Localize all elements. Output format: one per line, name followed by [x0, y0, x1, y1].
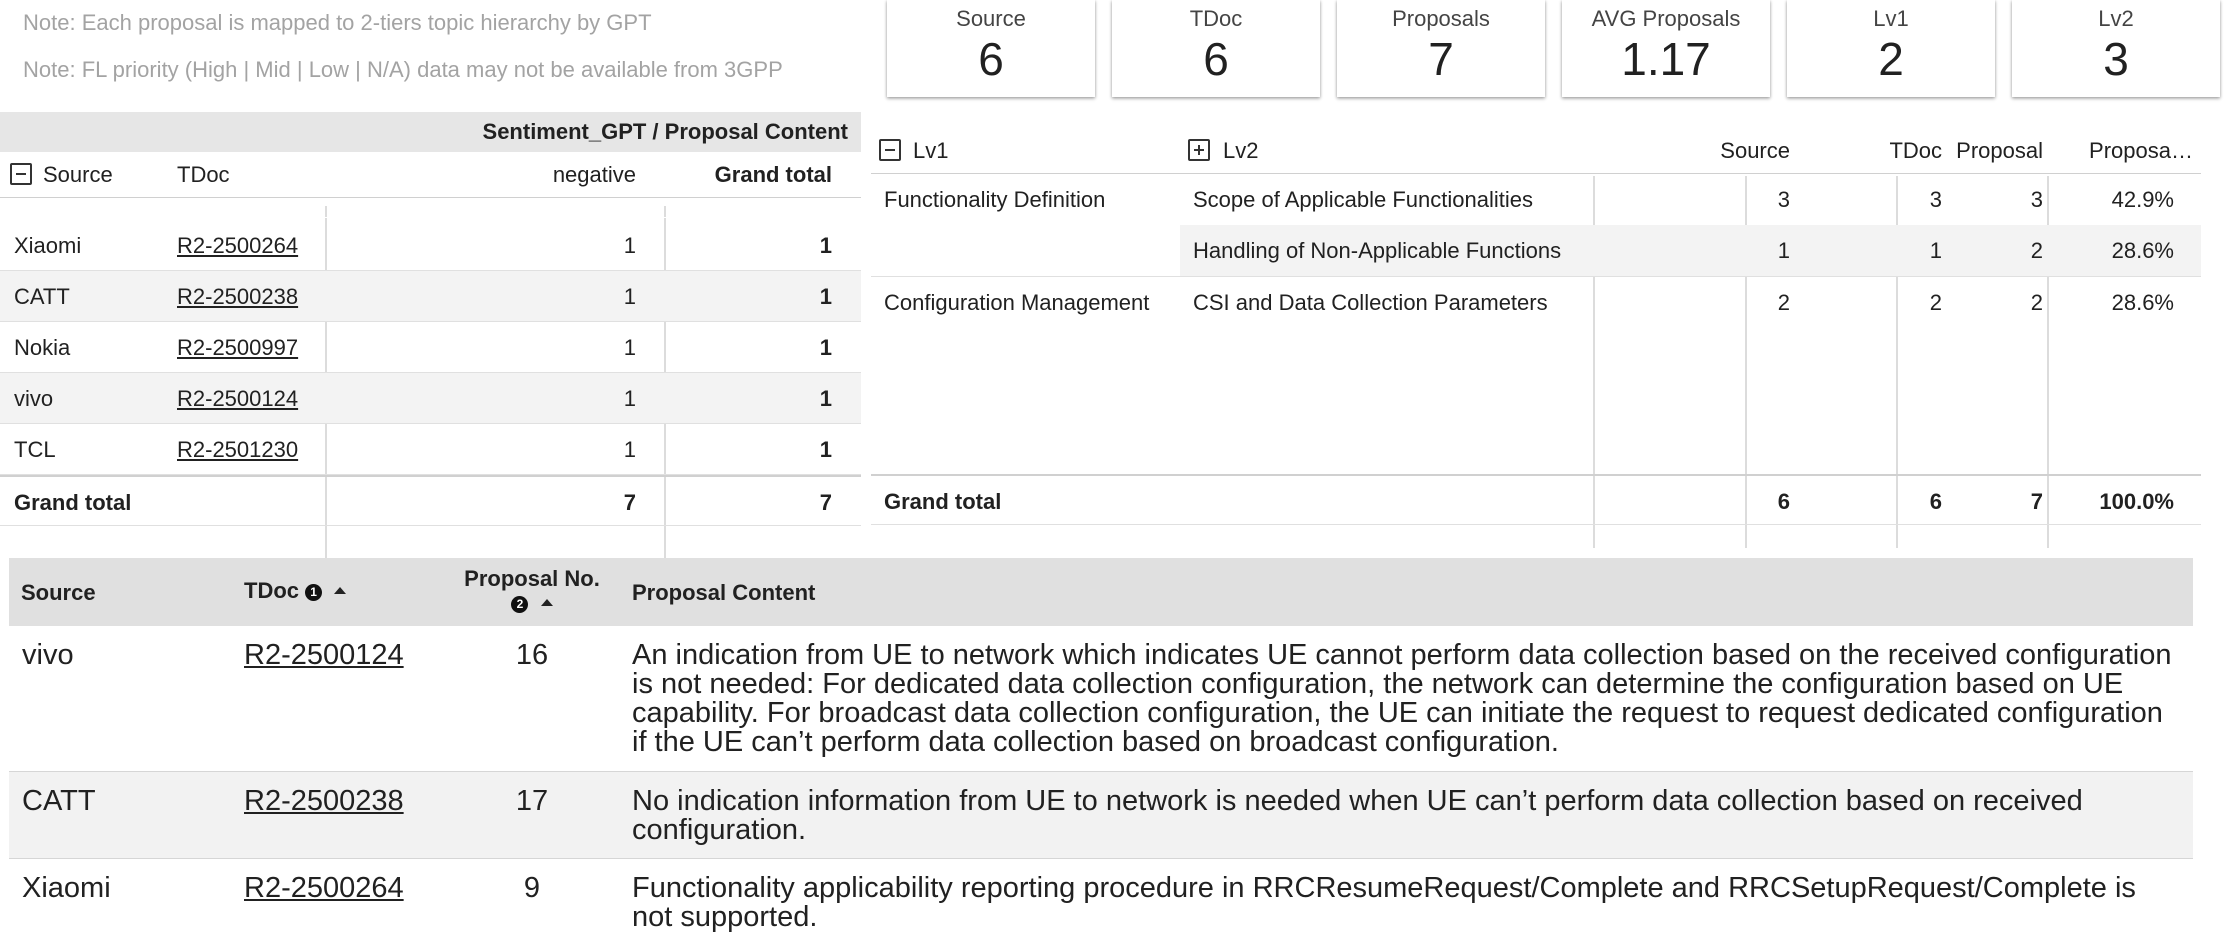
header-source[interactable]: Source — [21, 580, 96, 605]
header-proposal-no-label: Proposal No. — [464, 566, 600, 591]
sort-ascending-icon — [334, 587, 346, 594]
table-row — [0, 373, 861, 424]
table-row — [871, 174, 2201, 225]
table-row — [871, 276, 2201, 327]
row-proposal-no: 17 — [515, 785, 549, 817]
tdoc-link[interactable]: R2-2500238 — [244, 785, 404, 817]
grand-total-proposal: 7 — [2030, 489, 2043, 514]
pivot-header-proposal[interactable]: Proposal — [1956, 138, 2043, 163]
row-source: CATT — [22, 785, 96, 817]
scorecard-source — [887, 0, 1095, 97]
scorecard-avg-proposals — [1562, 0, 1770, 97]
row-proposal: 2 — [2030, 290, 2043, 315]
sentiment-pivot-table — [0, 112, 861, 515]
sort-order-badge: 1 — [305, 584, 322, 601]
pivot-header-source[interactable]: Source — [1720, 138, 1790, 163]
pivot-column-headers — [871, 128, 2201, 174]
pivot-header-source[interactable]: Source — [43, 162, 113, 187]
scorecard-lv2 — [2012, 0, 2220, 97]
scorecard-label: Lv2 — [2098, 6, 2134, 31]
pivot-group-header: Sentiment_GPT / Proposal Content — [0, 112, 861, 152]
scorecard-lv1 — [1787, 0, 1995, 97]
scorecard-tdoc — [1112, 0, 1320, 97]
pivot-header-lv1[interactable]: Lv1 — [913, 138, 949, 163]
table-row — [0, 424, 861, 475]
table-row — [1180, 225, 2201, 276]
row-negative: 1 — [623, 335, 636, 360]
grand-total-value: 7 — [819, 490, 832, 515]
pivot-column-headers — [0, 152, 861, 198]
row-lv1: Functionality Definition — [884, 187, 1106, 212]
tdoc-link[interactable]: R2-2500997 — [177, 335, 299, 360]
sort-ascending-icon — [541, 599, 553, 606]
row-proposal-content: An indication from UE to network which indicates UE cannot perform data collection based on the received configuration is not needed: For dedicated data collection configuration, the network can determine the configuration based on UE capability. For broadcast data collection configuration, the UE can initiate the request to request dedicated configuration if the UE can’t perform data collection based on broadcast configuration. — [632, 639, 2172, 758]
row-negative: 1 — [623, 284, 636, 309]
row-proposal: 2 — [2030, 238, 2043, 263]
row-proposal: 3 — [2030, 187, 2043, 212]
row-source: 3 — [1777, 187, 1790, 212]
grand-total-label: Grand total — [14, 490, 132, 515]
grand-total-negative: 7 — [623, 490, 636, 515]
row-tdoc: 2 — [1929, 290, 1942, 315]
row-share: 42.9% — [2111, 187, 2174, 212]
grand-total-row — [0, 475, 861, 526]
pivot-header-negative[interactable]: negative — [552, 162, 636, 187]
tdoc-link[interactable]: R2-2500238 — [177, 284, 299, 309]
row-source: vivo — [14, 386, 54, 411]
table-row — [0, 271, 861, 322]
minus-square-icon — [879, 139, 901, 161]
row-source: 1 — [1777, 238, 1790, 263]
pivot-header-grand-total[interactable]: Grand total — [714, 162, 832, 187]
collapse-source-button[interactable] — [10, 162, 32, 188]
grand-total-label: Grand total — [884, 489, 1002, 514]
row-total: 1 — [819, 386, 832, 411]
row-total: 1 — [819, 284, 832, 309]
table-row — [0, 322, 861, 373]
row-lv2: Handling of Non-Applicable Functions — [1193, 238, 1562, 263]
header-tdoc[interactable] — [244, 578, 346, 604]
row-source: TCL — [14, 437, 56, 462]
row-lv2: Scope of Applicable Functionalities — [1193, 187, 1533, 212]
sort-order-badge: 2 — [511, 596, 528, 613]
tdoc-link[interactable]: R2-2500264 — [244, 872, 404, 904]
table-row — [0, 220, 861, 271]
row-source: Xiaomi — [22, 872, 111, 904]
row-lv1: Configuration Management — [884, 290, 1150, 315]
grand-total-share: 100.0% — [2099, 489, 2174, 514]
row-tdoc: 3 — [1929, 187, 1942, 212]
scorecard-value: 3 — [2103, 33, 2129, 85]
row-negative: 1 — [623, 233, 636, 258]
row-negative: 1 — [623, 386, 636, 411]
row-total: 1 — [819, 335, 832, 360]
grand-total-source: 6 — [1777, 489, 1790, 514]
row-tdoc: 1 — [1929, 238, 1942, 263]
pivot-header-lv2[interactable]: Lv2 — [1223, 138, 1259, 163]
scorecard-label: AVG Proposals — [1591, 6, 1741, 31]
grand-total-tdoc: 6 — [1929, 489, 1942, 514]
table-row — [9, 626, 2193, 772]
table-row — [9, 772, 2193, 859]
row-proposal-content: No indication information from UE to network is needed when UE can’t perform data collection based on received configuration. — [632, 785, 2083, 846]
pivot-header-tdoc[interactable]: TDoc — [177, 162, 230, 187]
row-share: 28.6% — [2111, 238, 2174, 263]
tdoc-link[interactable]: R2-2500124 — [177, 386, 299, 411]
minus-square-icon — [10, 163, 32, 185]
scorecard-value: 1.17 — [1621, 33, 1711, 85]
scorecard-value: 6 — [1203, 33, 1229, 85]
row-source: Xiaomi — [14, 233, 82, 258]
row-negative: 1 — [623, 437, 636, 462]
scorecard-label: TDoc — [1189, 6, 1243, 31]
row-proposal-content: Functionality applicability reporting procedure in RRCResumeRequest/Complete and RRCSetupRequest/Complete is not supported. — [632, 872, 2136, 933]
plus-square-icon — [1188, 139, 1210, 161]
pivot-header-tdoc[interactable]: TDoc — [1889, 138, 1942, 163]
table-row — [9, 859, 2193, 937]
tdoc-link[interactable]: R2-2501230 — [177, 437, 299, 462]
row-source: Nokia — [14, 335, 71, 360]
header-proposal-no[interactable] — [457, 566, 607, 616]
scorecard-value: 7 — [1428, 33, 1454, 85]
grand-total-row — [871, 474, 2201, 525]
tdoc-link[interactable]: R2-2500264 — [177, 233, 299, 258]
proposal-table-header — [9, 558, 2193, 626]
row-source: 2 — [1777, 290, 1790, 315]
row-total: 1 — [819, 437, 832, 462]
header-tdoc-label: TDoc — [244, 578, 299, 603]
scorecard-label: Proposals — [1392, 6, 1490, 31]
row-lv2: CSI and Data Collection Parameters — [1193, 290, 1548, 315]
tdoc-link[interactable]: R2-2500124 — [244, 639, 404, 671]
header-proposal-content[interactable]: Proposal Content — [632, 580, 816, 605]
row-source: CATT — [14, 284, 70, 309]
row-share: 28.6% — [2111, 290, 2174, 315]
row-proposal-no: 16 — [515, 639, 549, 671]
row-proposal-no: 9 — [523, 872, 541, 904]
note-fl-priority: Note: FL priority (High | Mid | Low | N/A) data may not be available from 3GPP — [23, 57, 783, 82]
scorecard-label: Source — [956, 6, 1026, 31]
scorecard-value: 6 — [978, 33, 1004, 85]
scroll-gap — [0, 217, 861, 218]
note-gpt-mapping: Note: Each proposal is mapped to 2-tiers topic hierarchy by GPT — [23, 10, 652, 35]
scorecard-label: Lv1 — [1873, 6, 1909, 31]
scorecard-value: 2 — [1878, 33, 1904, 85]
pivot-header-share[interactable]: Proposa… — [2089, 138, 2193, 163]
collapse-lv1-button[interactable] — [879, 128, 901, 174]
scorecard-proposals — [1337, 0, 1545, 97]
row-total: 1 — [819, 233, 832, 258]
row-source: vivo — [22, 639, 74, 671]
expand-lv2-button[interactable] — [1188, 128, 1210, 174]
